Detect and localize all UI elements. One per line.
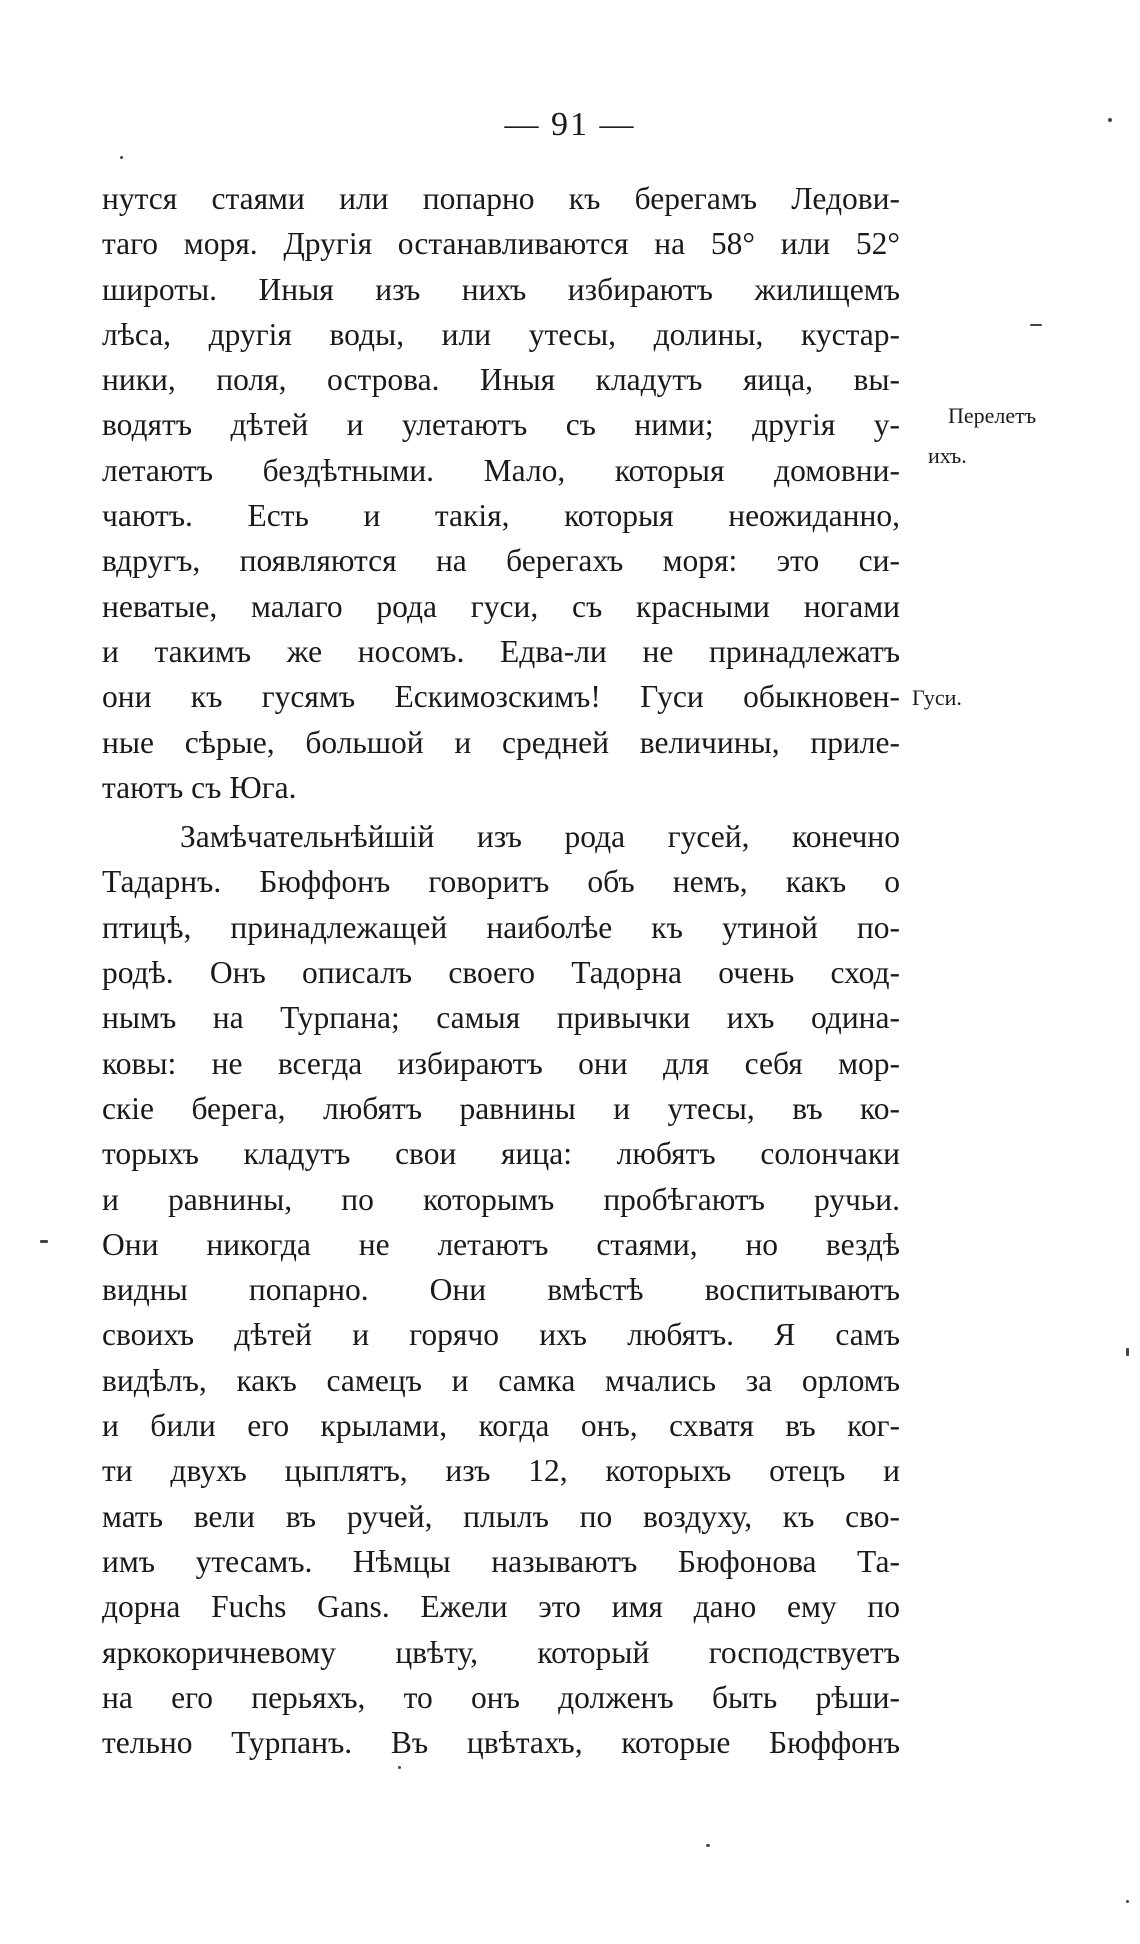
text-line: и били его крылами, когда онъ, схватя въ ког- — [102, 1408, 900, 1444]
margin-note-migration-cont: ихъ. — [928, 443, 967, 468]
text-line: скіе берега, любятъ равнины и утесы, въ ко- — [102, 1090, 900, 1126]
text-line: Они никогда не летаютъ стаями, но вездѣ — [102, 1226, 900, 1262]
margin-note-migration: Перелетъ — [948, 403, 1037, 428]
text-line: водятъ дѣтей и улетаютъ съ ними; другія у- — [102, 407, 900, 443]
text-line: тельно Турпанъ. Въ цвѣтахъ, которые Бюффонъ — [102, 1725, 900, 1761]
text-line: ти двухъ цыплятъ, изъ 12, которыхъ отецъ и — [102, 1453, 900, 1489]
scan-speck — [706, 1844, 710, 1847]
scan-speck — [120, 156, 123, 159]
text-column — [102, 176, 900, 1765]
scan-speck — [398, 1766, 401, 1769]
text-line: ные сѣрые, большой и средней величины, приле- — [102, 724, 900, 760]
text-line: нутся стаями или попарно къ берегамъ Ледови- — [102, 181, 900, 216]
text-line: летаютъ бездѣтными. Мало, которыя домовни- — [102, 452, 900, 488]
text-line: своихъ дѣтей и горячо ихъ любятъ. Я самъ — [102, 1317, 900, 1353]
text-line: дорна Fuchs Gans. Ежели это имя дано ему по — [102, 1589, 900, 1625]
text-line: чаютъ. Есть и такія, которыя неожиданно, — [102, 498, 900, 534]
text-line: и такимъ же носомъ. Едва-ли не принадлежатъ — [102, 633, 900, 669]
paragraph — [102, 814, 900, 1765]
scan-speck — [40, 1240, 48, 1243]
text-line: на его перьяхъ, то онъ долженъ быть рѣши- — [102, 1679, 900, 1715]
text-line: имъ утесамъ. Нѣмцы называютъ Бюфонова Та- — [102, 1543, 900, 1579]
text-line: лѣса, другія воды, или утесы, долины, кустар- — [102, 316, 900, 352]
scan-speck — [1108, 118, 1112, 122]
text-line: ники, поля, острова. Иныя кладутъ яица, вы- — [102, 362, 900, 398]
text-line: нымъ на Турпана; самыя привычки ихъ одина- — [102, 1000, 900, 1036]
page-number — [0, 106, 1140, 144]
text-line: вдругъ, появляются на берегахъ моря: это си- — [102, 543, 900, 579]
page-number-text: — 91 — — [504, 106, 636, 143]
text-line: видны попарно. Они вмѣстѣ воспитываютъ — [102, 1272, 900, 1308]
scan-speck — [1030, 324, 1042, 326]
text-line: они къ гусямъ Ескимозскимъ! Гуси обыкновен- — [102, 679, 900, 715]
text-line: видѣлъ, какъ самецъ и самка мчались за орломъ — [102, 1362, 900, 1398]
text-line: таго моря. Другія останавливаются на 58° или 52° — [102, 226, 900, 262]
text-line: торыхъ кладутъ свои яица: любятъ солончаки — [102, 1136, 900, 1172]
margin-note-geese: Гуси. — [912, 685, 962, 710]
text-line: и равнины, по которымъ пробѣгаютъ ручьи. — [102, 1181, 900, 1217]
paragraph — [102, 176, 900, 810]
text-line: таютъ съ Юга. — [102, 769, 297, 805]
text-line: мать вели въ ручей, плылъ по воздуху, къ сво- — [102, 1498, 900, 1534]
text-line: птицѣ, принадлежащей наиболѣе къ утиной по- — [102, 909, 900, 945]
text-line: неватые, малаго рода гуси, съ красными ногами — [102, 588, 900, 624]
text-line: Замѣчательнѣйшій изъ рода гусей, конечно — [180, 819, 900, 855]
text-line: родѣ. Онъ описалъ своего Тадорна очень сход- — [102, 955, 900, 991]
scan-speck — [1126, 1348, 1129, 1356]
text-line: ковы: не всегда избираютъ они для себя мор- — [102, 1045, 900, 1081]
text-line: широты. Иныя изъ нихъ избираютъ жилищемъ — [102, 271, 900, 307]
text-line: Тадарнъ. Бюффонъ говоритъ объ немъ, какъ о — [102, 864, 900, 900]
scan-speck — [1126, 1900, 1129, 1903]
text-line: яркокоричневому цвѣту, который господствуетъ — [102, 1634, 900, 1670]
